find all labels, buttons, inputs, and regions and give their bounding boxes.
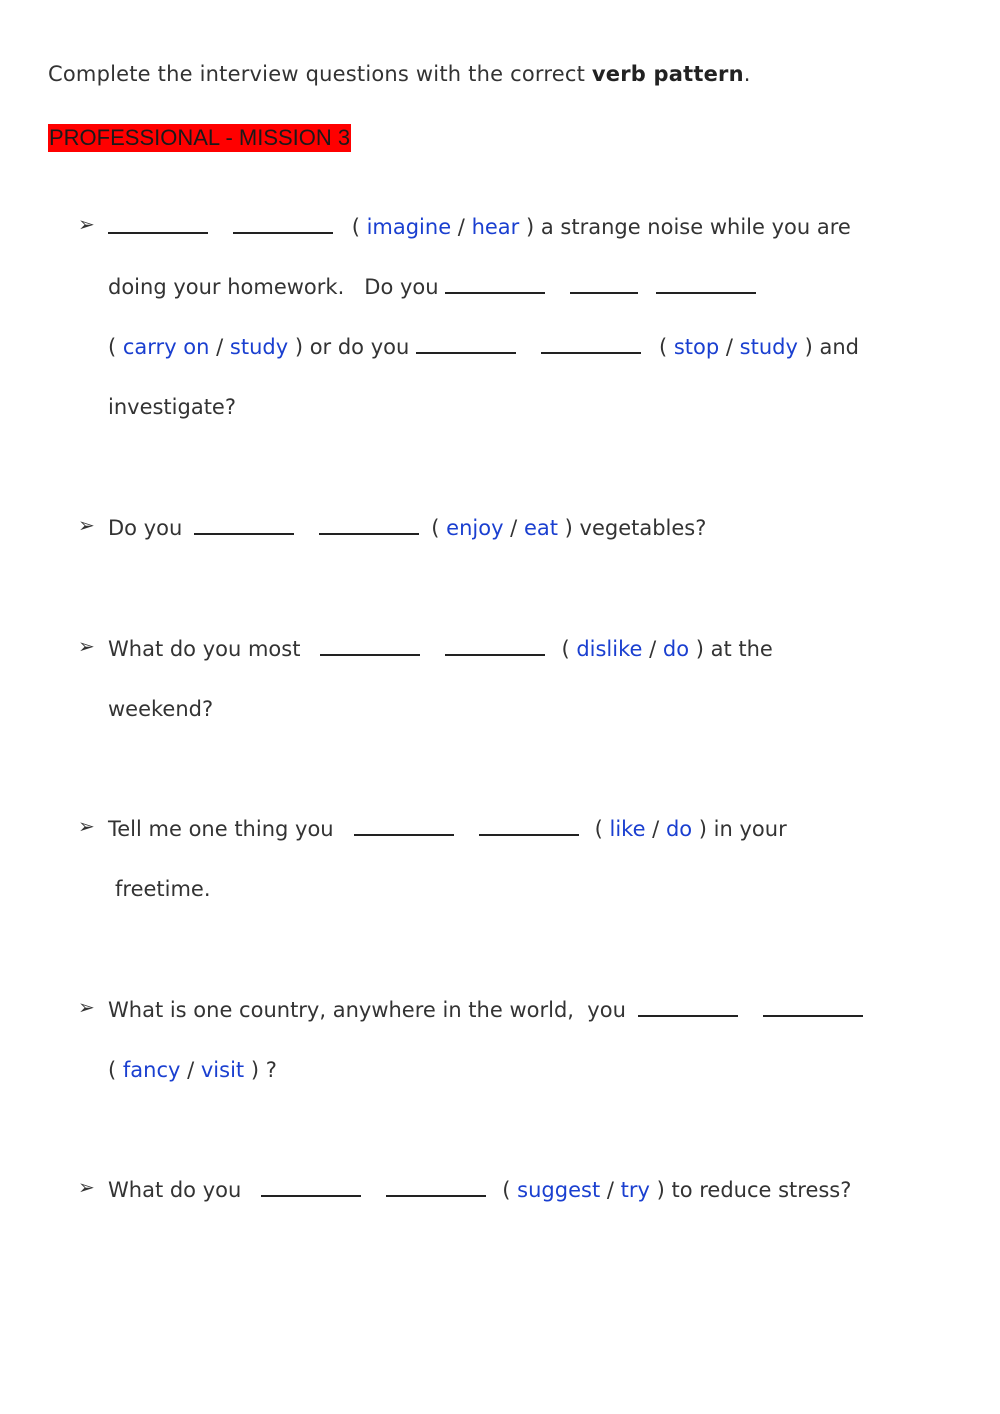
bullet-arrow-icon: ➢ [78,995,95,1019]
verb-hint: do [662,637,690,661]
answer-blank[interactable] [541,351,641,354]
answer-blank[interactable] [354,833,454,836]
answer-blank[interactable] [108,231,208,234]
bullet-arrow-icon: ➢ [78,814,95,838]
verb-hint: dislike [576,637,643,661]
question-4-line-1: Tell me one thing you ( like / do ) in your [108,817,787,841]
answer-blank[interactable] [638,1014,738,1017]
instruction-bold: verb pattern [591,62,744,86]
question-3-line-1: What do you most ( dislike / do ) at the [108,637,773,661]
verb-hint: imagine [366,215,452,239]
bullet-arrow-icon: ➢ [78,1175,95,1199]
question-1-line-3: ( carry on / study ) or do you ( stop / study ) and [108,335,859,359]
question-1-line-4: investigate? [108,395,236,419]
answer-blank[interactable] [261,1194,361,1197]
verb-hint: try [620,1178,650,1202]
answer-blank[interactable] [570,291,638,294]
answer-blank[interactable] [445,653,545,656]
verb-hint: do [665,817,693,841]
verb-hint: study [739,335,798,359]
verb-hint: fancy [122,1058,181,1082]
verb-hint: study [229,335,289,359]
answer-blank[interactable] [416,351,516,354]
bullet-arrow-icon: ➢ [78,634,95,658]
answer-blank[interactable] [386,1194,486,1197]
answer-blank[interactable] [320,653,420,656]
answer-blank[interactable] [479,833,579,836]
answer-blank[interactable] [319,532,419,535]
answer-blank[interactable] [194,532,294,535]
verb-hint: stop [673,335,720,359]
answer-blank[interactable] [656,291,756,294]
verb-hint: eat [523,516,558,540]
verb-hint: enjoy [446,516,504,540]
question-4-line-2: freetime. [115,877,211,901]
question-6-line-1: What do you ( suggest / try ) to reduce stress? [108,1178,852,1202]
verb-hint: hear [471,215,520,239]
answer-blank[interactable] [763,1014,863,1017]
answer-blank[interactable] [233,231,333,234]
question-3-line-2: weekend? [108,697,214,721]
verb-hint: carry on [122,335,210,359]
verb-hint: visit [200,1058,245,1082]
bullet-arrow-icon: ➢ [78,513,95,537]
question-1-line-1: ( imagine / hear ) a strange noise while you are [108,212,851,242]
mission-label: PROFESSIONAL - MISSION 3 [49,125,351,150]
verb-hint: suggest [517,1178,601,1202]
question-1-line-2: doing your homework. Do you [108,272,756,302]
verb-hint: like [609,817,646,841]
bullet-arrow-icon: ➢ [78,212,95,236]
answer-blank[interactable] [445,291,545,294]
question-2-line-1: Do you ( enjoy / eat ) vegetables? [108,516,707,540]
question-5-line-1: What is one country, anywhere in the world, you [108,995,863,1025]
instruction-text: Complete the interview questions with the correct verb pattern. [48,62,751,86]
question-5-line-2: ( fancy / visit ) ? [108,1058,277,1082]
